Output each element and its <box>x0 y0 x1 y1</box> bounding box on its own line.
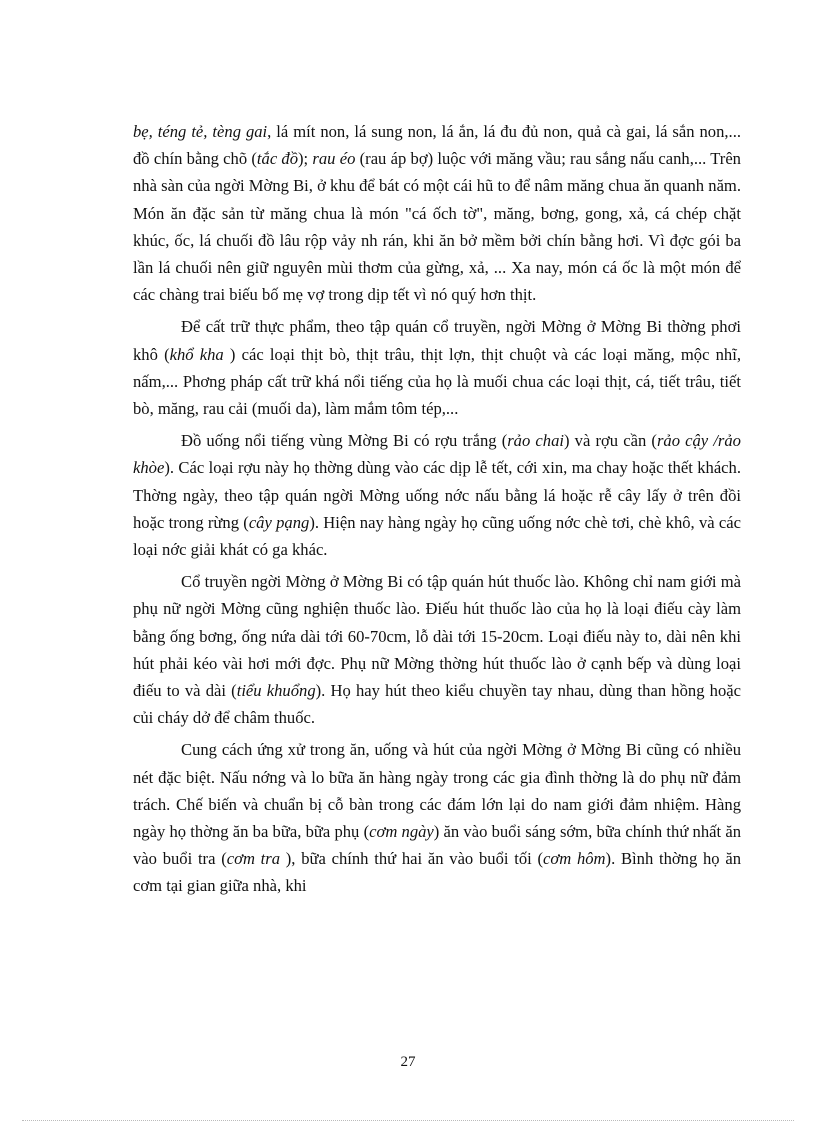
text-run: Đồ uống nổi tiếng vùng Mờng Bi có rợu trắng ( <box>181 431 508 451</box>
italic-term: rau éo <box>312 149 356 169</box>
page-body <box>133 118 741 905</box>
text-run: Cung cách ứng xử trong ăn, uống và hút của ngời Mờng ở Mờng Bi cũng có nhiều nét đặc biệt. Nấu nớng và lo bữa ăn hàng ngày trong các gia đình thờng là do phụ nữ đảm trách. Chế biến và chuẩn bị cỗ bàn trong các đám lớn lại do nam giới đảm nhiệm. Hàng ngày họ thờng ăn ba bữa, bữa phụ ( <box>133 740 741 842</box>
page-number: 27 <box>400 1054 416 1070</box>
paragraph <box>133 427 741 563</box>
italic-term: tắc đồ <box>256 149 299 169</box>
text-run: ) các loại thịt bò, thịt trâu, thịt lợn, thịt chuột và các loại măng, mộc nhĩ, nấm,... Phơng pháp cất trữ khá nổi tiếng của họ là muối chua các loại thịt, cá, tiết trâu, tiết bò, măng, rau cải (muối da), làm mắm tôm tép,... <box>133 344 741 419</box>
text-run: ). Bình thờng họ ăn cơm tại gian giữa nhà, khi <box>133 849 741 896</box>
italic-term: khổ kha <box>169 344 230 364</box>
text-run: Cổ truyền ngời Mờng ở Mờng Bi có tập quán hút thuốc lào. Không chỉ nam giới mà phụ nữ ngời Mờng cũng nghiện thuốc lào. Điếu hút thuốc lào của họ là loại điếu cày làm bằng ống bơng, ống nứa dài tới 60-70cm, lỗ dài tới 15-20cm. Loại điếu này to, dài nên khi hút phải kéo vài hơi mới đợc. Phụ nữ Mờng thờng hút thuốc lào ở cạnh bếp và dùng loại điếu to và dài ( <box>133 572 741 701</box>
page-bottom-divider <box>22 1120 794 1121</box>
text-run: (rau áp bợ) luộc với măng vầu; rau sắng nấu canh,... Trên nhà sàn của ngời Mờng Bi, ở khu để bát có một cái hũ to để nâm măng chua ăn quanh năm. Món ăn đặc sản từ măng chua là món "cá ốch tờ", măng, bơng, gong, xả, cá chép chặt khúc, ốc, lá chuối đồ lâu rộp vảy nh rán, khi ăn bở mềm bởi chín bằng hơi. Vì đợc gói ba lần lá chuối nên giữ nguyên mùi thơm của gừng, xả, ... Xa nay, món cá ốc là một món để các chàng trai biếu bố mẹ vợ trong dịp tết vì nó quý hơn thịt. <box>133 149 741 305</box>
paragraph <box>133 313 741 422</box>
italic-term: cơm hôm <box>543 849 606 869</box>
text-run: Để cất trữ thực phẩm, theo tập quán cổ truyền, ngời Mờng ở Mờng Bi thờng phơi khô ( <box>133 317 741 364</box>
text-run: , lá mít non, lá sung non, lá ắn, lá đu đủ non, quả cà gai, lá sắn non,... đồ chín bằng chõ ( <box>133 122 741 169</box>
italic-term: rảo chai <box>507 431 564 451</box>
italic-term: cây pạng <box>248 512 310 532</box>
italic-term: cơm tra <box>226 849 286 869</box>
italic-term: tiểu khuổng <box>236 681 316 701</box>
italic-term: bẹ, téng tẻ, tèng gai <box>133 122 268 141</box>
text-run: ). Họ hay hút theo kiểu chuyền tay nhau, dùng than hồng hoặc củi cháy dở để châm thuốc. <box>133 681 741 728</box>
paragraph <box>133 736 741 899</box>
text-run: ) ăn vào buổi sáng sớm, bữa chính thứ nhất ăn vào buổi tra ( <box>133 822 741 869</box>
paragraph <box>133 118 741 308</box>
text-run: ). Các loại rợu này họ thờng dùng vào các dịp lễ tết, cới xin, ma chay hoặc thết khách. Thờng ngày, theo tập quán ngời Mờng uống nớc nấu bằng lá hoặc rễ cây lấy ở trên đồi hoặc trong rừng ( <box>133 458 741 532</box>
text-run: ); <box>298 149 313 169</box>
text-run: ), bữa chính thứ hai ăn vào buổi tối ( <box>285 849 544 869</box>
paragraph <box>133 568 741 731</box>
text-run: ). Hiện nay hàng ngày họ cũng uống nớc chè tơi, chè khô, và các loại nớc giải khát có ga khác. <box>133 512 741 560</box>
italic-term: rảo cậy /rảo khòe <box>133 431 741 478</box>
italic-term: cơm ngày <box>369 822 434 842</box>
text-run: ) và rợu cần ( <box>564 431 657 451</box>
